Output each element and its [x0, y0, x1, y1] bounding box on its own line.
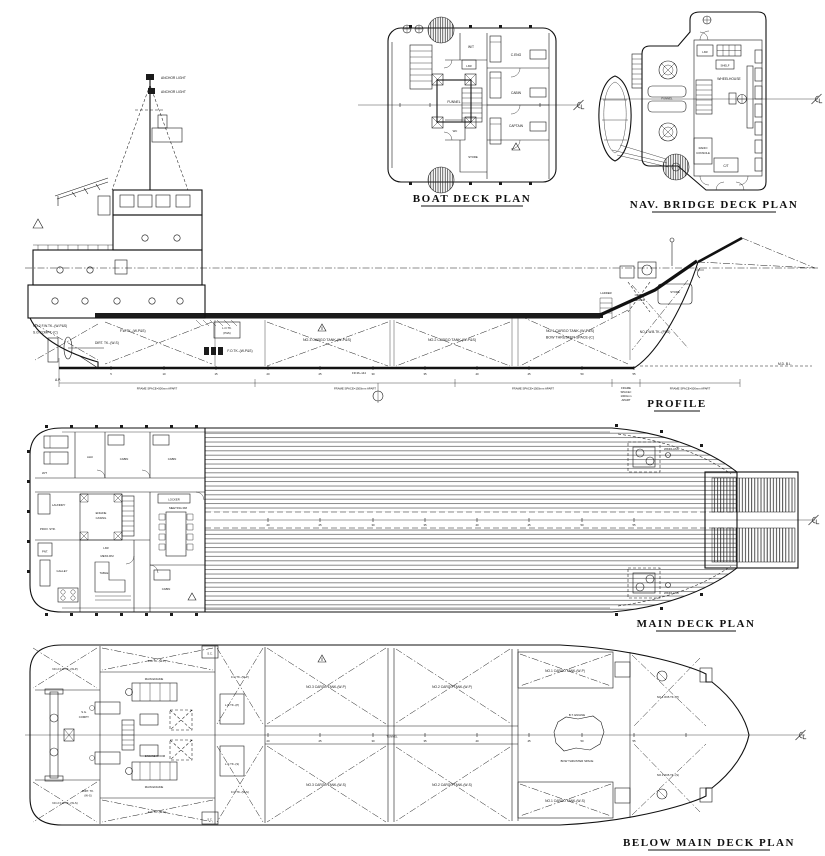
- room-label-c-eng: C.ENG: [510, 53, 522, 57]
- room-label-wt: W/T: [467, 45, 475, 49]
- label-no1-wb-p: NO.1 W.B.TK.-(P): [656, 695, 680, 699]
- room-label-captain: CAPTAIN: [508, 124, 524, 128]
- label-ladder: LADDER: [600, 291, 612, 295]
- frame-number: 40: [475, 739, 479, 743]
- main-deck-plan: [27, 424, 819, 631]
- label-sg-1: S.G.: [81, 710, 87, 714]
- room-label-cabin2: CABIN: [167, 457, 177, 461]
- room-label-store: STORE: [468, 155, 478, 159]
- room-label-lkr: LKR: [103, 546, 109, 550]
- label-no3-cargo: NO.3 CARGO TANK-(W-P&S): [302, 338, 352, 342]
- label-lo-p: L.O.TK.-(P): [224, 703, 240, 707]
- frame-number: 25: [318, 372, 322, 376]
- label-dirt-1: DIRT. TK.: [81, 789, 95, 793]
- label-no1-s: NO.1 CARGO TANK-(W-S): [545, 799, 585, 803]
- profile-title: PROFILE: [647, 398, 707, 410]
- boat-deck-title: BOAT DECK PLAN: [412, 193, 532, 205]
- label-fotk: F.O.TK.-(W-P&S): [227, 349, 253, 353]
- frame-number: 20: [266, 372, 270, 376]
- room-label-cabin: CABIN: [510, 91, 522, 95]
- label-no2-fw-s: NO.2 F.W.TK.-(W-S): [52, 801, 78, 805]
- label-sc-top: S.C.: [207, 651, 213, 656]
- frame-number: 40: [475, 523, 479, 527]
- frame-number: 55: [632, 739, 636, 743]
- anchor-light-label-2: ANCHOR LIGHT: [161, 90, 186, 94]
- label-sg-2: COMPT.: [78, 715, 90, 719]
- room-label-casing-2: CASING: [95, 516, 107, 520]
- frame-number: 50: [580, 523, 584, 527]
- frame-number: 20: [266, 739, 270, 743]
- label-dirt-tk: DIRT. TK.-(W-S): [95, 341, 119, 345]
- label-lotk-2: (P&S): [223, 331, 231, 335]
- room-label-galley: GALLEY: [56, 569, 68, 573]
- label-lotk-1: L.O.TK.: [222, 326, 232, 330]
- frame-number: 45: [527, 739, 531, 743]
- label-frame-range: FR.36~144: [352, 371, 366, 375]
- frame-number: 55: [632, 523, 636, 527]
- label-fo-s: F.O.TK.-(W-S): [231, 790, 249, 794]
- label-store: STORE: [670, 290, 680, 294]
- frame-number: 45: [527, 372, 531, 376]
- label-chain-locker-2: LOCKER: [633, 298, 645, 302]
- label-bt-space: BOW THRUSTER SPACE: [560, 759, 594, 763]
- below-deck-title: BELOW MAIN DECK PLAN: [623, 837, 795, 849]
- label-fw-s: F.W.TK.-(W-S): [148, 810, 166, 814]
- room-label-lkr: LKR: [466, 64, 472, 68]
- room-label-wt: W/T: [42, 471, 48, 475]
- room-label-locker: LOCKER: [168, 497, 180, 502]
- room-label-casing-1: ENGINE: [95, 511, 107, 515]
- label-fo-p: F.O.TK.-(W-P): [231, 675, 249, 679]
- label-sg-compt: S.G.COMPT.-(C): [33, 330, 58, 335]
- frame-number: 25: [318, 523, 322, 527]
- dim-label: FRAME SPACE=1500mm APART: [333, 386, 377, 391]
- funnel-label: FUNNEL: [447, 100, 461, 104]
- dim-label: FRAME: [621, 386, 631, 390]
- label-chain-locker-1: CHAIN: [634, 293, 644, 297]
- label-no3-p: NO.3 CARGO TANK-(W-P): [306, 685, 346, 689]
- tunnel-label: TUNNEL: [386, 734, 398, 739]
- room-label-lkr: LKR: [702, 50, 708, 54]
- frame-number: 50: [580, 739, 584, 743]
- label-no2-fw-p: NO.2 F.W.TK.-(W-P): [52, 667, 78, 671]
- label-no2-fwtk: NO.2 F.W.TK.-(W-P&S): [33, 324, 68, 328]
- frame-number: 30: [371, 523, 375, 527]
- label-no1-cargo: NO.1 CARGO TANK-(W-P&S): [545, 329, 595, 333]
- dim-label: SPACE=: [620, 390, 632, 394]
- room-label-laundry: LAUNDRY: [52, 503, 66, 507]
- room-label-prov: PROV. STR.: [40, 527, 56, 531]
- label-no3-s: NO.3 CARGO TANK-(W-S): [306, 783, 346, 787]
- frame-number: 30: [371, 372, 375, 376]
- label-no2-p: NO.2 CARGO TANK-(W-P): [432, 685, 472, 689]
- dim-label: 1000mm: [620, 394, 632, 398]
- label-no2-cargo: NO.2 CARGO TANK-(W-P&S): [427, 338, 477, 342]
- dim-label: FRAME SPACE=1500mm APART: [511, 386, 555, 391]
- room-label-cabin1: CABIN: [119, 457, 129, 461]
- dim-label: FRAME SPACE=500mm APART: [136, 386, 178, 391]
- windlass-label-port: WINDLASS: [664, 447, 679, 451]
- room-label-wc: WC: [452, 129, 458, 133]
- room-label-pnt: PNT.: [41, 549, 49, 554]
- label-fwtk: F.W.TK.-(W-P&S): [120, 329, 146, 333]
- anchor-light-label-1: ANCHOR LIGHT: [161, 76, 186, 80]
- frame-number: 35: [423, 372, 427, 376]
- label-main-engine-s: MAIN ENGINE: [144, 785, 164, 789]
- label-fw-p: F.W.TK.-(W-P): [148, 659, 166, 663]
- room-label-mess: MESS RM: [100, 554, 114, 558]
- frame-number: 35: [423, 739, 427, 743]
- below-main-deck-plan: [25, 645, 806, 850]
- shelf-label: SHELF: [720, 63, 730, 68]
- windlass-label-stbd: WINDLASS: [664, 591, 679, 595]
- frame-number: 15: [214, 372, 218, 376]
- radio-console-label-1: RADIO: [698, 146, 708, 150]
- chart-table-label: C/T: [723, 164, 729, 168]
- boat-deck-plan: [358, 17, 584, 206]
- frame-number: 35: [423, 523, 427, 527]
- label-sc-bottom: S.C.: [207, 817, 213, 822]
- frame-number: 45: [527, 523, 531, 527]
- label-no1-wb-s: NO.1 W.B.TK.-(S): [656, 773, 680, 777]
- wheelhouse-label: WHEELHOUSE: [717, 77, 741, 81]
- frame-number: 10: [162, 372, 166, 376]
- frame-number: 30: [371, 739, 375, 743]
- nav-bridge-title: NAV. BRIDGE DECK PLAN: [629, 199, 799, 211]
- label-no2-s: NO.2 CARGO TANK-(W-S): [432, 783, 472, 787]
- frame-number: 40: [475, 372, 479, 376]
- room-label-ahu: AHU: [87, 455, 93, 459]
- nav-bridge-deck-plan: [599, 12, 822, 212]
- dim-label: FRAME SPACE=500mm APART: [669, 386, 711, 391]
- label-mdbl: M.D. B.L.: [778, 362, 792, 366]
- label-engine-room: ENGINE ROOM: [144, 754, 166, 758]
- label-bow-thruster: BOW THRUSTER SPACE-(C): [545, 335, 595, 340]
- frame-number: 5: [110, 372, 112, 376]
- label-dirt-2: (W-S): [84, 793, 92, 798]
- label-no1-p: NO.1 CARGO TANK-(W-P): [545, 669, 585, 673]
- label-no1-wbtk: NO.1 W.B.TK.-(P&S): [639, 330, 671, 334]
- profile-view: [25, 74, 818, 411]
- mess-table-label: TABLE: [99, 571, 109, 575]
- label-main-engine-p: MAIN ENGINE: [144, 677, 164, 681]
- label-ap: A.P.: [55, 378, 61, 382]
- funnel-label: FUNNEL: [661, 96, 673, 101]
- frame-number: 20: [266, 523, 270, 527]
- frame-number: 25: [318, 739, 322, 743]
- frame-number: 55: [632, 372, 636, 376]
- room-label-cabin3: CABIN: [161, 587, 171, 591]
- label-lo-s: L.O.TK.-(S): [224, 762, 240, 766]
- label-bt-engine: B.T. ENGINE: [568, 713, 586, 717]
- frame-number: 50: [580, 372, 584, 376]
- main-deck-title: MAIN DECK PLAN: [636, 618, 756, 630]
- room-label-meeting: MEETING RM: [169, 506, 187, 510]
- radio-console-label-2: CONSOLE: [696, 151, 710, 155]
- dim-label: APART: [621, 398, 631, 402]
